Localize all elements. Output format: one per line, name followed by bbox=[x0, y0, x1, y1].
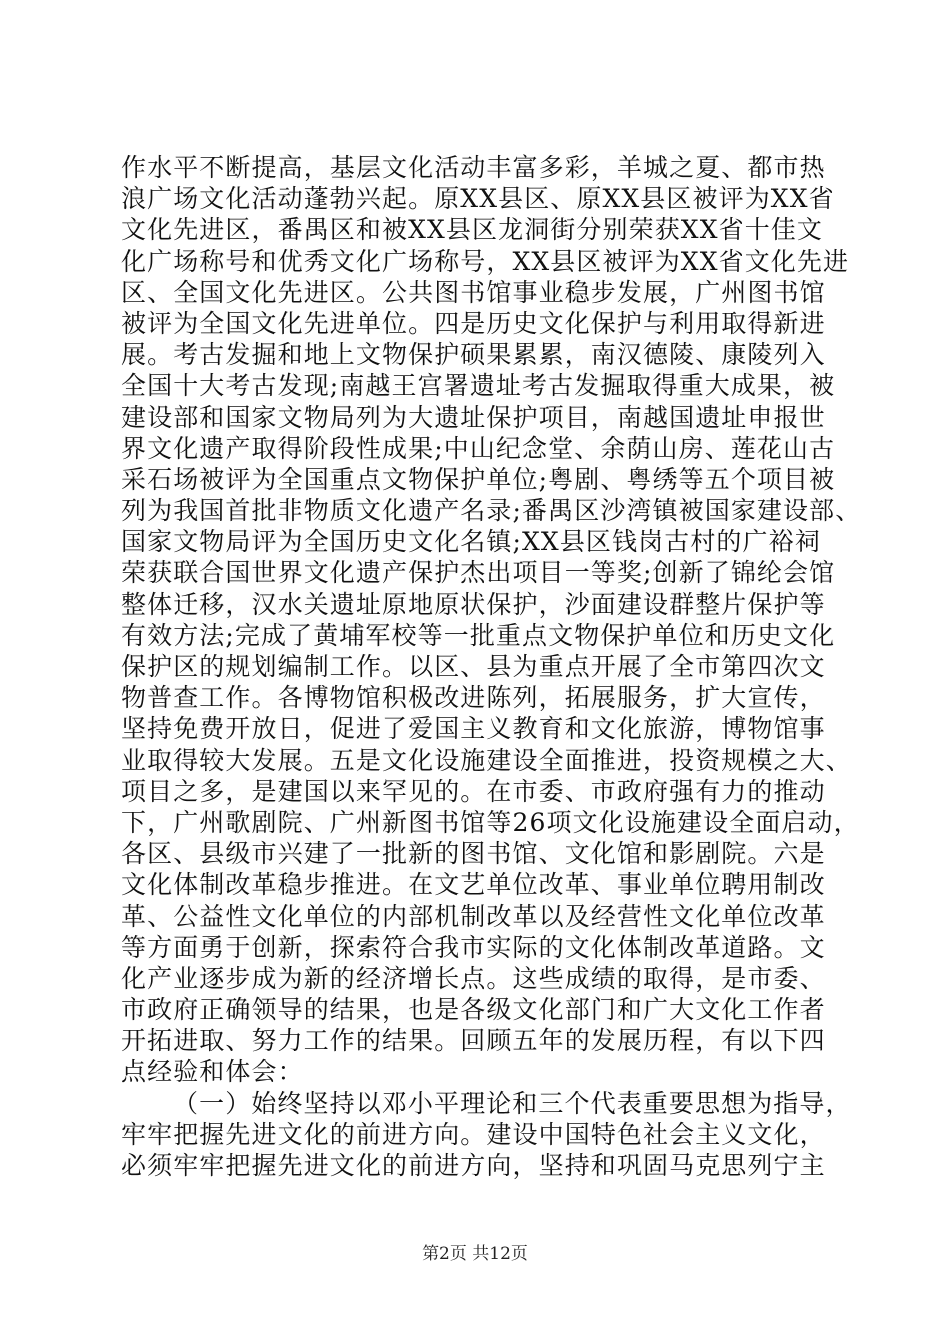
text-line: 整体迁移，汉水关遗址原地原状保护，沙面建设群整片保护等 bbox=[121, 589, 826, 619]
text-line: 浪广场文化活动蓬勃兴起。原XX县区、原XX县区被评为XX省 bbox=[121, 184, 835, 214]
text-line: 牢牢把握先进文化的前进方向。建设中国特色社会主义文化， bbox=[121, 1119, 826, 1149]
text-line: 物普查工作。各博物馆积极改进陈列，拓展服务，扩大宣传， bbox=[121, 683, 826, 713]
text-line: 界文化遗产取得阶段性成果;中山纪念堂、余荫山房、莲花山古 bbox=[121, 433, 836, 463]
text-line: 有效方法;完成了黄埔军校等一批重点文物保护单位和历史文化 bbox=[121, 620, 836, 650]
text-line: 文化先进区，番禺区和被XX县区龙洞街分别荣获XX省十佳文 bbox=[121, 215, 823, 245]
text-line: 业取得较大发展。五是文化设施建设全面推进，投资规模之大、 bbox=[121, 745, 852, 775]
text-line: 革、公益性文化单位的内部机制改革以及经营性文化单位改革 bbox=[121, 901, 826, 931]
text-line: 采石场被评为全国重点文物保护单位;粤剧、粤绣等五个项目被 bbox=[121, 464, 836, 494]
text-line: 国家文物局评为全国历史文化名镇;XX县区钱岗古村的广裕祠 bbox=[121, 527, 821, 557]
text-line: 项目之多，是建国以来罕见的。在市委、市政府强有力的推动 bbox=[121, 776, 826, 806]
text-line: 展。考古发掘和地上文物保护硕果累累，南汉德陵、康陵列入 bbox=[121, 340, 826, 370]
text-line: 坚持免费开放日，促进了爱国主义教育和文化旅游，博物馆事 bbox=[121, 714, 826, 744]
text-line: 点经验和体会： bbox=[121, 1057, 304, 1087]
text-line: 各区、县级市兴建了一批新的图书馆、文化馆和影剧院。六是 bbox=[121, 839, 826, 869]
text-line: 开拓进取、努力工作的结果。回顾五年的发展历程，有以下四 bbox=[121, 1026, 826, 1056]
text-line: 文化体制改革稳步推进。在文艺单位改革、事业单位聘用制改 bbox=[121, 870, 826, 900]
text-line: 全国十大考古发现;南越王宫署遗址考古发掘取得重大成果，被 bbox=[121, 371, 836, 401]
text-line: 下，广州歌剧院、广州新图书馆等26项文化设施建设全面启动， bbox=[121, 807, 860, 837]
page-number-footer: 第2页 共12页 bbox=[422, 1244, 528, 1264]
text-line: 化广场称号和优秀文化广场称号，XX县区被评为XX省文化先进 bbox=[121, 246, 850, 276]
text-line-paragraph-start: （一）始终坚持以邓小平理论和三个代表重要思想为指导， bbox=[173, 1088, 852, 1118]
text-line: 区、全国文化先进区。公共图书馆事业稳步发展，广州图书馆 bbox=[121, 277, 826, 307]
text-line: 市政府正确领导的结果，也是各级文化部门和广大文化工作者 bbox=[121, 995, 826, 1025]
text-line: 列为我国首批非物质文化遗产名录;番禺区沙湾镇被国家建设部、 bbox=[121, 496, 862, 526]
document-body bbox=[121, 152, 862, 1181]
text-line: 必须牢牢把握先进文化的前进方向，坚持和巩固马克思列宁主 bbox=[121, 1151, 826, 1180]
text-line: 荣获联合国世界文化遗产保护杰出项目一等奖;创新了锦纶会馆 bbox=[121, 558, 836, 588]
text-line: 作水平不断提高，基层文化活动丰富多彩，羊城之夏、都市热 bbox=[121, 153, 826, 182]
text-line: 建设部和国家文物局列为大遗址保护项目，南越国遗址申报世 bbox=[121, 402, 826, 432]
text-line: 保护区的规划编制工作。以区、县为重点开展了全市第四次文 bbox=[121, 652, 826, 681]
text-line: 等方面勇于创新，探索符合我市实际的文化体制改革道路。文 bbox=[121, 932, 826, 962]
text-line: 被评为全国文化先进单位。四是历史文化保护与利用取得新进 bbox=[121, 308, 826, 338]
text-line: 化产业逐步成为新的经济增长点。这些成绩的取得，是市委、 bbox=[121, 963, 826, 993]
